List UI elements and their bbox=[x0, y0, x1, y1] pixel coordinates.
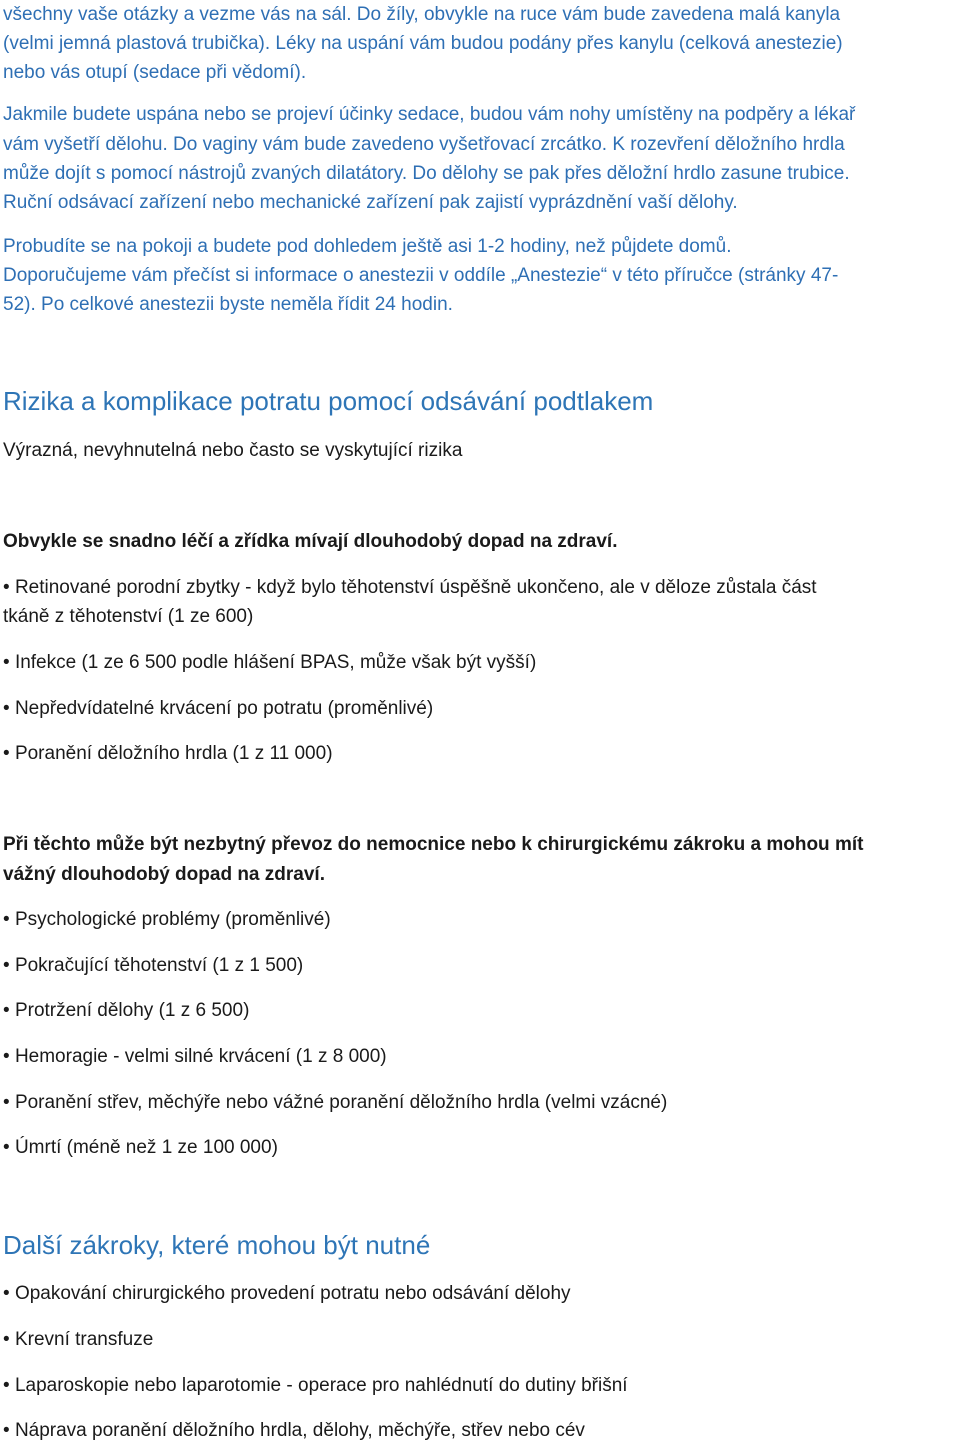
list-item: • Náprava poranění děložního hrdla, dělohy, měchýře, střev nebo cév bbox=[3, 1416, 585, 1445]
group1-title: Obvykle se snadno léčí a zřídka mívají dlouhodobý dopad na zdraví. bbox=[3, 531, 618, 552]
section-subtitle: Výrazná, nevyhnutelná nebo často se vyskytující rizika bbox=[3, 440, 463, 461]
paragraph-line: Doporučujeme vám přečíst si informace o anestezii v oddíle „Anestezie“ v této příručce (stránky 47- bbox=[3, 265, 839, 286]
list-item: • Poranění střev, měchýře nebo vážné poranění děložního hrdla (velmi vzácné) bbox=[3, 1088, 667, 1117]
list-item: • Pokračující těhotenství (1 z 1 500) bbox=[3, 951, 303, 980]
list-item: • Psychologické problémy (proměnlivé) bbox=[3, 905, 331, 934]
list-item: • Laparoskopie nebo laparotomie - operace pro nahlédnutí do dutiny břišní bbox=[3, 1371, 628, 1400]
list-item-continuation: tkáně z těhotenství (1 ze 600) bbox=[3, 606, 254, 627]
list-item: • Úmrtí (méně než 1 ze 100 000) bbox=[3, 1133, 278, 1162]
paragraph-line: Probudíte se na pokoji a budete pod dohledem ještě asi 1-2 hodiny, než půjdete domů. bbox=[3, 236, 732, 257]
section-heading-risks: Rizika a komplikace potratu pomocí odsávání podtlakem bbox=[3, 386, 654, 416]
list-item: • Nepředvídatelné krvácení po potratu (proměnlivé) bbox=[3, 694, 433, 723]
paragraph-line: vám vyšetří dělohu. Do vaginy vám bude zavedeno vyšetřovací zrcátko. K rozevření děložního hrdla bbox=[3, 134, 845, 155]
paragraph-line: nebo vás otupí (sedace při vědomí). bbox=[3, 62, 307, 83]
paragraph-line: (velmi jemná plastová trubička). Léky na uspání vám budou podány přes kanylu (celková anestezie) bbox=[3, 33, 843, 54]
list-item: • Poranění děložního hrdla (1 z 11 000) bbox=[3, 739, 333, 768]
list-item: • Protržení dělohy (1 z 6 500) bbox=[3, 996, 249, 1025]
group2-title: vážný dlouhodobý dopad na zdraví. bbox=[3, 864, 325, 885]
list-item: • Infekce (1 ze 6 500 podle hlášení BPAS, může však být vyšší) bbox=[3, 648, 536, 677]
paragraph-line: Jakmile budete uspána nebo se projeví účinky sedace, budou vám nohy umístěny na podpěry a lékař bbox=[3, 104, 856, 125]
list-item: • Opakování chirurgického provedení potratu nebo odsávání dělohy bbox=[3, 1279, 571, 1308]
paragraph-line: všechny vaše otázky a vezme vás na sál. Do žíly, obvykle na ruce vám bude zavedena malá kanyla bbox=[3, 4, 841, 25]
list-item: • Hemoragie - velmi silné krvácení (1 z 8 000) bbox=[3, 1042, 387, 1071]
paragraph-line: Ruční odsávací zařízení nebo mechanické zařízení pak zajistí vyprázdnění vaší dělohy. bbox=[3, 192, 738, 213]
list-item: • Retinované porodní zbytky - když bylo těhotenství úspěšně ukončeno, ale v děloze zůstala část bbox=[3, 573, 817, 602]
group2-title: Při těchto může být nezbytný převoz do nemocnice nebo k chirurgickému zákroku a mohou mít bbox=[3, 834, 864, 855]
section-heading-further: Další zákroky, které mohou být nutné bbox=[3, 1230, 431, 1260]
list-item: • Krevní transfuze bbox=[3, 1325, 153, 1354]
paragraph-line: může dojít s pomocí nástrojů zvaných dilatátory. Do dělohy se pak přes děložní hrdlo zasune trubice. bbox=[3, 163, 850, 184]
paragraph-line: 52). Po celkové anestezii byste neměla řídit 24 hodin. bbox=[3, 294, 453, 315]
